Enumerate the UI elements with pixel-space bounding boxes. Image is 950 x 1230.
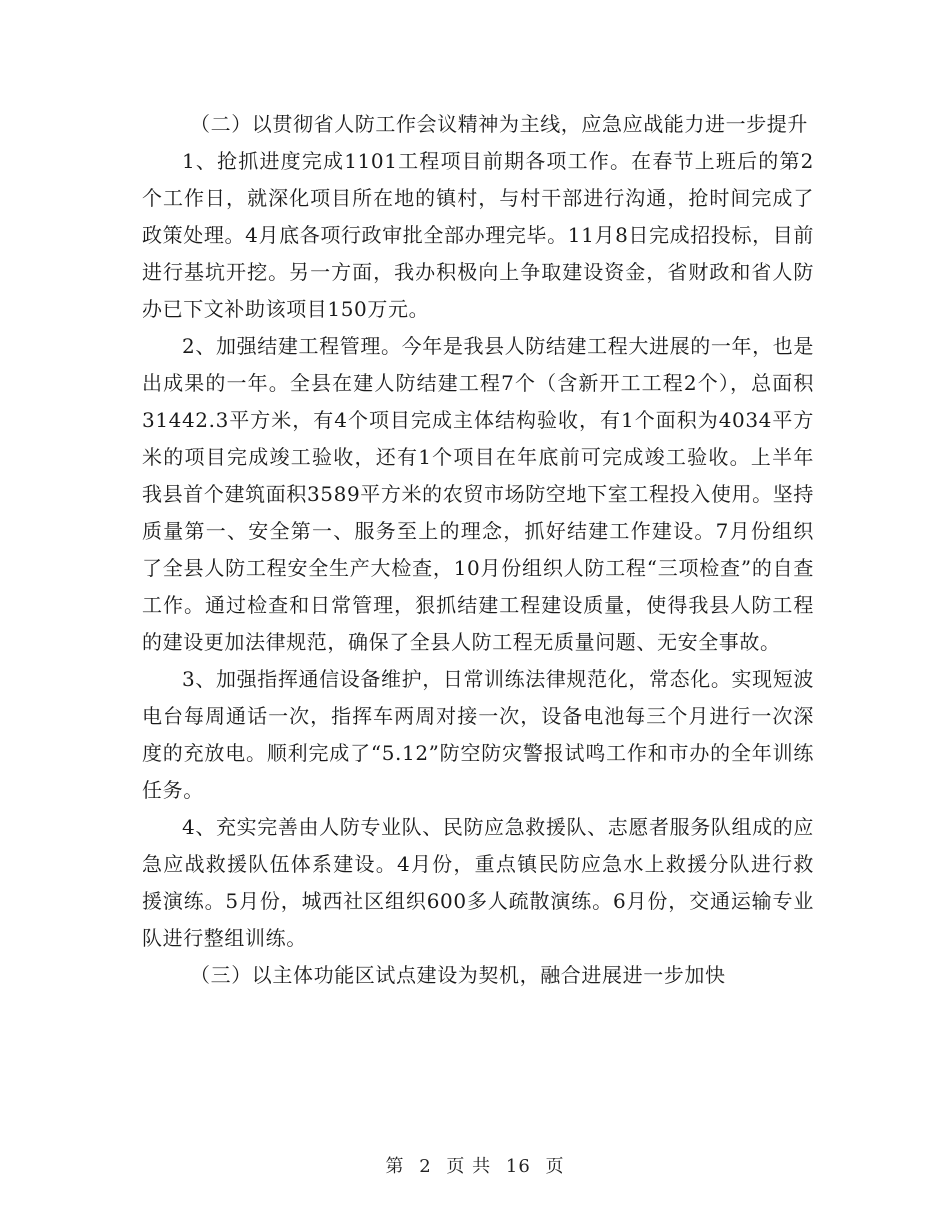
paragraph-3: 3、加强指挥通信设备维护，日常训练法律规范化，常态化。实现短波电台每周通话一次，指挥车两周对接一次，设备电池每三个月进行一次深度的充放电。顺利完成了“5.12”防空防灾警报试鸣工作和市办的全年训练任务。	[142, 667, 814, 802]
page-footer	[0, 1152, 950, 1178]
page-prefix: 第	[385, 1156, 405, 1177]
document-body	[142, 106, 814, 994]
section-heading-3: （三）以主体功能区试点建设为契机，融合进展进一步加快	[190, 963, 726, 987]
page-total: 16	[505, 1156, 531, 1177]
paragraph-4: 4、充实完善由人防专业队、民防应急救援队、志愿者服务队组成的应急应战救援队伍体系建设。4月份，重点镇民防应急水上救援分队进行救援演练。5月份，城西社区组织600多人疏散演练。6月份，交通运输专业队进行整组训练。	[142, 815, 814, 950]
page-current: 2	[419, 1156, 432, 1177]
page-suffix: 页	[545, 1156, 565, 1177]
section-heading-2: （二）以贯彻省人防工作会议精神为主线，应急应战能力进一步提升	[190, 112, 808, 136]
paragraph-1: 1、抢抓进度完成1101工程项目前期各项工作。在春节上班后的第2个工作日，就深化项目所在地的镇村，与村干部进行沟通，抢时间完成了政策处理。4月底各项行政审批全部办理完毕。11月8日完成招投标，目前进行基坑开挖。另一方面，我办积极向上争取建设资金，省财政和省人防办已下文补助该项目150万元。	[142, 149, 814, 321]
page-mid: 页 共	[446, 1156, 492, 1177]
paragraph-2: 2、加强结建工程管理。今年是我县人防结建工程大进展的一年，也是出成果的一年。全县在建人防结建工程7个（含新开工工程2个），总面积31442.3平方米，有4个项目完成主体结构验收，有1个面积为4034平方米的项目完成竣工验收，还有1个项目在年底前可完成竣工验收。上半年我县首个建筑面积3589平方米的农贸市场防空地下室工程投入使用。坚持质量第一、安全第一、服务至上的理念，抓好结建工作建设。7月份组织了全县人防工程安全生产大检查，10月份组织人防工程“三项检查”的自查工作。通过检查和日常管理，狠抓结建工程建设质量，使得我县人防工程的建设更加法律规范，确保了全县人防工程无质量问题、无安全事故。	[142, 334, 814, 654]
